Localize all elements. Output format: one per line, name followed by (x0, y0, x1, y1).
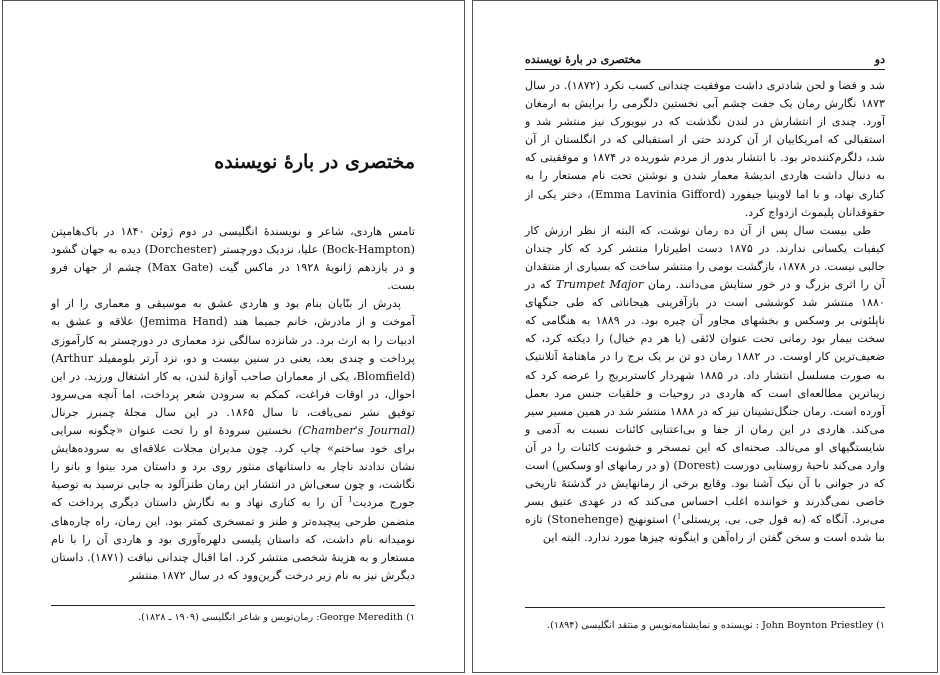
running-title: مختصری در بارهٔ نویسنده (525, 53, 642, 66)
left-book-page (2, 0, 465, 673)
right-paragraph-1: شد و فضا و لحن شادتری داشت موفقیت چندانی کسب نکرد (۱۸۷۲). در سال ۱۸۷۳ نگارش رمان یک جفت چشم آبی نخستین دلگرمی را برایش به ارمغان آورد. چندی از انتشارش در لندن نگذشت که در نیویورک نیز منتشر شد و استقبالی که امریکاییان از آن کردند حتی از استقبالی که در انگلستان از آن شد، دلگرم‌کننده‌تر بود. با انتشار بدور از مردم شوریده در ۱۸۷۴ و موفقیتی که به دنبال داشت هاردی اندیشهٔ معمار شدن و نوشتن تحت نام مستعار را به کناری نهاد، و با اما لاوینیا جیفورد (Emma Lavinia Gifford)، دختر یکی از حقوقدانان پلیموث ازدواج کرد. (525, 79, 886, 219)
right-page-body (525, 77, 885, 547)
left-paragraph-1: تامس هاردی، شاعر و نویسندهٔ انگلیسی در دوم ژوئن ۱۸۴۰ در باک‌هامپتن (Bock-Hampton) علیا، نزدیک دورچستر (Dorchester) دیده به جهان گشود و در یازدهم ژانویهٔ ۱۹۲۸ در ماکس گیت (Max Gate) چشم از جهان فرو بست. (51, 225, 415, 293)
right-footnote: ۱) John Boynton Priestley : نویسنده و نمایشنامه‌نویس و منتقد انگلیسی (۱۸۹۴). (547, 620, 885, 631)
footnote-marker: 1 (348, 495, 353, 504)
left-footnote: ۱) George Meredith: رمان‌نویس و شاعر انگلیسی (۱۹۰۹ ـ ۱۸۲۸). (138, 612, 415, 623)
left-paragraph-2: پدرش از بنّایان بنام بود و هاردی عشق به موسیقی و معماری را از او آموخت و از مادرش، خانم جمیما هند (Jemima Hand) علاقه و عشق به ادبیات را به ارث برد. در شانزده سالگی نزد معماری در دورچستر به کارآموزی پرداخت و چندی بعد، یعنی در سنین بیست و دو، نزد آرتر بلومفیلد (Arthur Blomfield)، یکی از معماران صاحب آوازهٔ لندن، به کار اشتغال ورزید. در این احوال، در اوقات فراغت، کمکم به سرودن شعر پرداخت، اما آنچه می‌سرود توفیق نشر نمی‌یافت، تا سال ۱۸۶۵. در این سال مجلهٔ چمبرز جرنال (Chamber's Journal) نخستین سرودهٔ او را تحت عنوان «چگونه سرایی برای خود ساختم» چاپ کرد. چون مدیران مجلات علاقه‌ای به سروده‌هایش نشان ندادند ناچار به داستانهای منثور روی برد و داستان مرد بینوا و بانو را نگاشت، و چون سعی‌اش در انتشار این رمان طنزآلود به جایی نرسید به توصیهٔ جورج مردیت$^1$ آن را به کناری نهاد و به نگارش داستان دیگری پرداخت که متضمن طرحی پیچیده‌تر و طنز و تمسخری کمتر بود. این رمان، راه چاره‌های نومیدانه نام داشت، که داستان پلیسی دلهره‌آوری بود و هاردی آن را با نام مستعار و به هزینهٔ شخصی منتشر کرد. اما اقبال چندانی نیافت (۱۸۷۱). داستان دیگرش نیز به نام زیر درخت گرین‌وود که در سال ۱۸۷۲ منتشر (51, 297, 415, 582)
footnote-marker: 1 (676, 512, 682, 521)
chapter-title: مختصری در بارهٔ نویسنده (214, 151, 415, 173)
running-header (525, 51, 885, 70)
footnote-divider (525, 607, 885, 608)
right-book-page (472, 0, 938, 673)
left-page-body (51, 223, 415, 585)
page-number: دو (874, 53, 885, 66)
right-paragraph-2: طی بیست سال پس از آن ده رمان نوشت، که البته از نظر ارزش کار کیفیات یکسانی ندارند. در ۱۸۷۵ دست اطیرتارا منتشر کرد که کار چندان جالبی نیست. در ۱۸۷۸، بازگشت بومی را منتشر ساخت که بسیاری از منتقدان آن را اثری بزرگ و در خور ستایش می‌دانند. رمان Trumpet Major که در ۱۸۸۰ منتشر شد کوششی است در بازآفرینی هیجاناتی که طی جنگهای ناپلئونی بر وسکس و بخشهای مجاور آن چیره بود. در ۱۸۸۹ به هنگامی که سخت بیمار بود رمانی تحت عنوان لائقی (یا هر دم خیال) را دیکته کرد، که ضعیف‌ترین کار اوست. در ۱۸۸۲ رمان دو تن بر یک برج را در ماهنامهٔ آتلانتیک به صورت مسلسل انتشار داد. در ۱۸۸۵ شهردار کاستربریج را عرضه کرد که زیباترین مطالعه‌ای است که هاردی در روحیات و خلقیات جنس مرد بعمل آورده است. رمان جنگل‌نشینان نیز که در ۱۸۸۸ منتشر شد در همین مسیر سیر می‌کند. هاردی در این رمان از جفا و بی‌اعتنایی کائنات نسبت به آدمی و شایستگیهای او می‌نالد. صحنه‌ای که این تمسخر و خشونت کائنات را در آن وارد می‌کند ناحیهٔ روستایی دورست (Dorest) (و در رمانهای او وسکس) است که در جوانی با آن نیک آشنا بود. وقایع برخی از رمانهایش در گذشتهٔ تاریخی خاصی نمی‌گذرند و خواننده اغلب احساس می‌کند که در عهدی عتیق بسر می‌برد. آنگاه که (به قول جی. بی. پریستلی$^1$) استونهنج (Stonehenge) تازه بنا شده است و سخن گفتن از راه‌آهن و اینگونه چیزها مورد ندارد. البته این (525, 223, 886, 545)
footnote-divider (51, 605, 415, 606)
